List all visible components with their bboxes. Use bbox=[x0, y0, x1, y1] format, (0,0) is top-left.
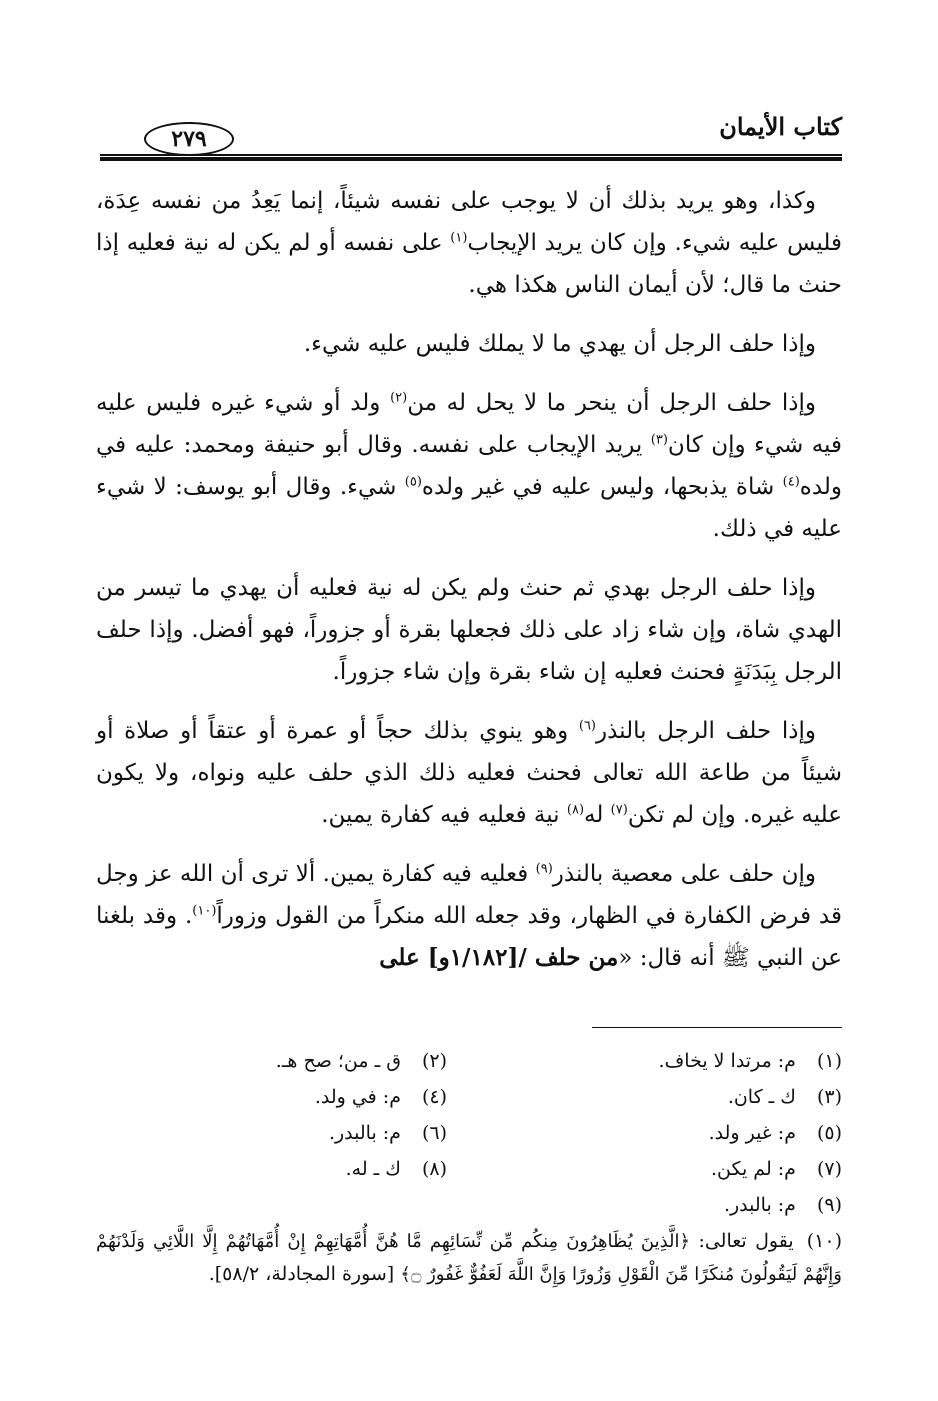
footnote-text: ك ـ له. bbox=[345, 1158, 401, 1180]
text-run: فعليه فيه كفارة يمين. ألا ترى أن الله عز وجل قد فرض الكفارة في الظهار، وقد جعله الله منكراً من القول وزوراً bbox=[96, 861, 843, 929]
footnote-marker[interactable]: (٨) bbox=[566, 802, 585, 818]
footnote-marker[interactable]: (٦) bbox=[578, 718, 596, 734]
footnote-number: (٥) bbox=[816, 1122, 842, 1144]
footnote-item bbox=[472, 1115, 842, 1151]
footnote-item bbox=[472, 1043, 842, 1079]
footnote-marker[interactable]: (٩) bbox=[535, 861, 553, 877]
text-run: وإن حلف على معصية بالنذر bbox=[552, 861, 816, 887]
page-header bbox=[100, 108, 842, 158]
footnote-marker[interactable]: (٢) bbox=[390, 390, 408, 406]
footnote-marker[interactable]: (٣) bbox=[650, 432, 668, 448]
paragraph bbox=[96, 382, 842, 550]
text-run: له bbox=[584, 802, 611, 828]
header-rule-thick bbox=[100, 157, 842, 161]
page-number: ٢٧٩ bbox=[144, 122, 234, 156]
footnote-item bbox=[97, 1043, 447, 1079]
footnote-marker[interactable]: (١) bbox=[450, 230, 468, 246]
footnote-item bbox=[472, 1187, 842, 1223]
text-run: . وقد بلغنا عن النبي ﷺ أنه قال: « bbox=[96, 903, 842, 971]
footnote-marker[interactable]: (٧) bbox=[610, 802, 628, 818]
footnote-text: م: مرتدا لا يخاف. bbox=[658, 1050, 796, 1072]
footnote-text: ق ـ من؛ صح هـ. bbox=[275, 1050, 401, 1072]
header-rule bbox=[100, 154, 842, 156]
text-run: يريد الإيجاب على نفسه. وقال أبو حنيفة ومحمد: عليه في ولده bbox=[96, 432, 843, 500]
footnote-text: م: لم يكن. bbox=[710, 1158, 796, 1180]
footnote-item bbox=[97, 1079, 447, 1115]
footnote-number: (١) bbox=[816, 1050, 842, 1072]
footnote-row bbox=[96, 1115, 842, 1151]
footnotes bbox=[96, 1043, 842, 1291]
text-run: وكذا، وهو يريد بذلك أن لا يوجب على نفسه شيئاً، إنما يَعِدُ من نفسه عِدَة، فليس عليه شيء. وإن كان يريد الإيجاب bbox=[96, 188, 842, 256]
footnote-text: م: بالبدر. bbox=[328, 1122, 401, 1144]
footnote-number: (١٠) bbox=[806, 1230, 842, 1252]
main-text bbox=[96, 180, 842, 996]
footnote-text: م: غير ولد. bbox=[708, 1122, 796, 1144]
footnote-item-long bbox=[96, 1225, 842, 1291]
text-run: وإذا حلف الرجل أن يهدي ما لا يملك فليس عليه شيء. bbox=[303, 331, 816, 357]
text-run: نية فعليه فيه كفارة يمين. bbox=[321, 802, 567, 828]
footnote-number: (٧) bbox=[816, 1158, 842, 1180]
footnote-item bbox=[97, 1151, 447, 1187]
hadith-quote-bold: من حلف /[١/١٨٢و] على bbox=[379, 944, 619, 971]
footnote-number: (٤) bbox=[421, 1086, 447, 1108]
footnote-text: م: بالبدر. bbox=[723, 1194, 796, 1216]
footnote-row bbox=[96, 1187, 842, 1223]
footnote-item bbox=[472, 1079, 842, 1115]
text-run: وإذا حلف الرجل أن ينحر ما لا يحل له من bbox=[407, 390, 817, 416]
footnote-number: (٨) bbox=[421, 1158, 447, 1180]
footnote-row bbox=[96, 1079, 842, 1115]
footnote-text: م: في ولد. bbox=[314, 1086, 401, 1108]
text-run: شيء. وقال أبو يوسف: لا شيء عليه في ذلك. bbox=[96, 474, 842, 542]
footnote-text: يقول تعالى: bbox=[690, 1230, 794, 1252]
footnote-text: ك ـ كان. bbox=[727, 1086, 796, 1108]
paragraph bbox=[96, 180, 842, 306]
text-run: شاة يذبحها، وليس عليه في غير ولده bbox=[421, 474, 783, 500]
text-run: ولد أو شيء غيره فليس عليه فيه شيء وإن كان bbox=[96, 390, 842, 458]
text-run: وإذا حلف الرجل بهدي ثم حنث ولم يكن له نية فعليه أن يهدي ما تيسر من الهدي شاة، وإن شاء زاد على ذلك فجعلها بقرة أو جزوراً، فهو أفضل. وإذا حلف الرجل بِبَدَنَةٍ فحنث فعليه إن شاء بقرة وإن شاء جزوراً. bbox=[96, 575, 842, 685]
paragraph bbox=[96, 853, 842, 979]
footnote-row bbox=[96, 1043, 842, 1079]
footnote-marker[interactable]: (٥) bbox=[404, 474, 422, 490]
text-run: وإذا حلف الرجل بالنذر bbox=[596, 718, 816, 744]
text-run: على نفسه أو لم يكن له نية فعليه إذا حنث ما قال؛ لأن أيمان الناس هكذا هي. bbox=[96, 230, 842, 298]
footnote-number: (٩) bbox=[816, 1194, 842, 1216]
footnote-number: (٦) bbox=[421, 1122, 447, 1144]
footnote-number: (٣) bbox=[816, 1086, 842, 1108]
footnote-marker[interactable]: (١٠) bbox=[192, 903, 217, 919]
paragraph bbox=[96, 710, 842, 836]
footnote-separator bbox=[592, 1027, 842, 1028]
text-run: وهو ينوي بذلك حجاً أو عمرة أو عتقاً أو صلاة أو شيئاً من طاعة الله تعالى فحنث فعليه ذلك الذي حلف عليه ونواه، ولا يكون عليه غيره. وإن لم تكن bbox=[96, 718, 842, 828]
quran-reference: [سورة المجادلة، ٥٨/٢]. bbox=[208, 1263, 401, 1285]
paragraph bbox=[96, 567, 842, 693]
footnote-item bbox=[97, 1115, 447, 1151]
footnote-number: (٢) bbox=[421, 1050, 447, 1072]
footnote-item bbox=[472, 1151, 842, 1187]
quran-verse: ﴿الَّذِينَ يُظَاهِرُونَ مِنكُم مِّن نِّسَائِهِم مَّا هُنَّ أُمَّهَاتِهِمْ إِنْ أُمَّهَاتُهُمْ إِلَّا اللَّائِي وَلَدْنَهُمْ وَإِنَّهُمْ لَيَقُولُونَ مُنكَرًا مِّنَ الْقَوْلِ وَزُورًا وَإِنَّ اللَّهَ لَعَفُوٌّ غَفُورٌ ۝﴾ bbox=[96, 1231, 842, 1285]
paragraph bbox=[96, 323, 842, 365]
footnote-marker[interactable]: (٤) bbox=[782, 474, 800, 490]
footnote-row bbox=[96, 1151, 842, 1187]
running-title: كتاب الأيمان bbox=[719, 112, 842, 141]
